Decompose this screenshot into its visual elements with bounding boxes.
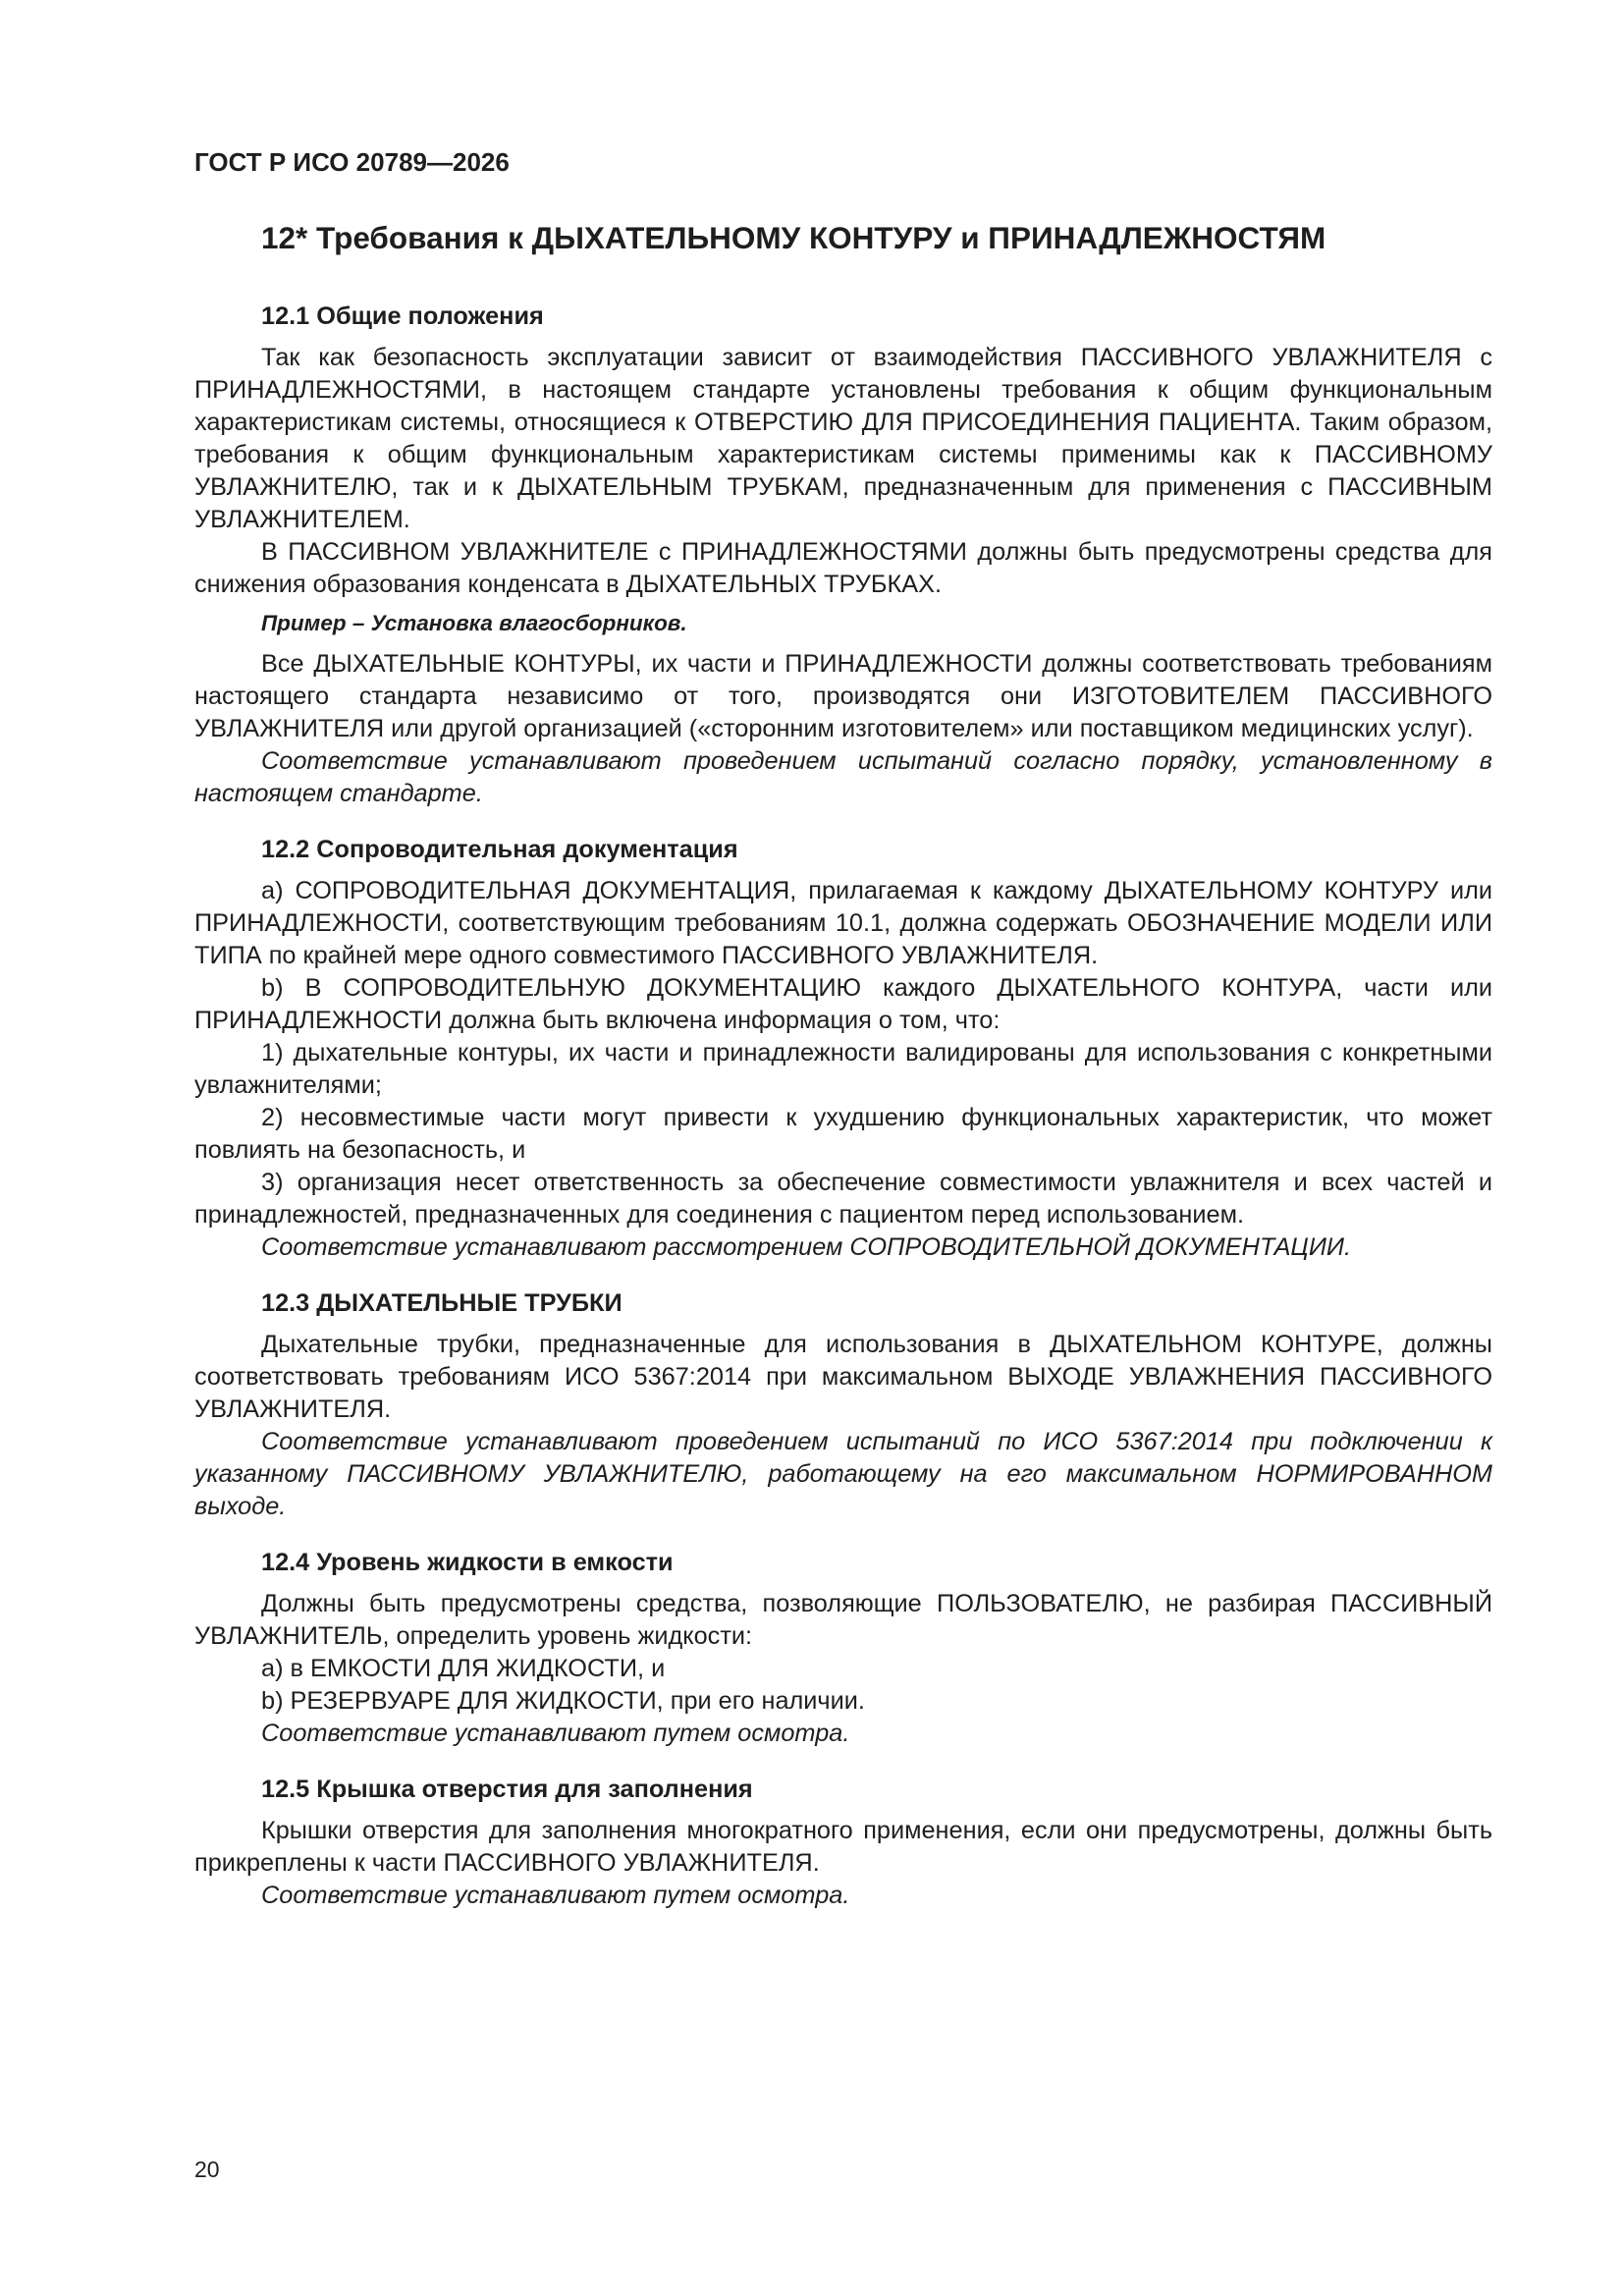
paragraph: Все ДЫХАТЕЛЬНЫЕ КОНТУРЫ, их части и ПРИНАДЛЕЖНОСТИ должны соответствовать требованиям настоящего стандарта независимо от того, производятся они ИЗГОТОВИТЕЛЕМ ПАССИВНОГО УВЛАЖНИТЕЛЯ или другой организацией («сторонним изготовителем» или поставщиком медицинских услуг). [194, 650, 1492, 742]
page-number: 20 [194, 2157, 220, 2182]
section-title: 12* Требования к ДЫХАТЕЛЬНОМУ КОНТУРУ и ПРИНАДЛЕЖНОСТЯМ [261, 220, 1326, 255]
paragraph: Так как безопасность эксплуатации зависит от взаимодействия ПАССИВНОГО УВЛАЖНИТЕЛЯ с ПРИНАДЛЕЖНОСТЯМИ, в настоящем стандарте установлены требования к общим функциональным характеристикам системы, относящиеся к ОТВЕРСТИЮ ДЛЯ ПРИСОЕДИНЕНИЯ ПАЦИЕНТА. Таким образом, требования к общим функциональным характеристикам системы применимы как к ПАССИВНОМУ УВЛАЖНИТЕЛЮ, так и к ДЫХАТЕЛЬНЫМ ТРУБКАМ, предназначенным для применения с ПАССИВНЫМ УВЛАЖНИТЕЛЕМ. [194, 344, 1492, 533]
subsection-heading-12-1: 12.1 Общие положения [261, 302, 544, 330]
compliance-statement: Соответствие устанавливают путем осмотра. [261, 1882, 850, 1909]
subsection-heading-12-4: 12.4 Уровень жидкости в емкости [261, 1549, 674, 1576]
list-item: a) СОПРОВОДИТЕЛЬНАЯ ДОКУМЕНТАЦИЯ, прилагаемая к каждому ДЫХАТЕЛЬНОМУ КОНТУРУ или ПРИНАДЛЕЖНОСТИ, соответствующим требованиям 10.1, должна содержать ОБОЗНАЧЕНИЕ МОДЕЛИ ИЛИ ТИПА по крайней мере одного совместимого ПАССИВНОГО УВЛАЖНИТЕЛЯ. [194, 877, 1492, 969]
paragraph: В ПАССИВНОМ УВЛАЖНИТЕЛЕ с ПРИНАДЛЕЖНОСТЯМИ должны быть предусмотрены средства для снижения образования конденсата в ДЫХАТЕЛЬНЫХ ТРУБКАХ. [194, 538, 1492, 598]
paragraph: Должны быть предусмотрены средства, позволяющие ПОЛЬЗОВАТЕЛЮ, не разбирая ПАССИВНЫЙ УВЛАЖНИТЕЛЬ, определить уровень жидкости: [194, 1590, 1492, 1650]
list-item: a) в ЕМКОСТИ ДЛЯ ЖИДКОСТИ, и [261, 1655, 666, 1682]
subsection-heading-12-3: 12.3 ДЫХАТЕЛЬНЫЕ ТРУБКИ [261, 1289, 622, 1317]
paragraph: Дыхательные трубки, предназначенные для использования в ДЫХАТЕЛЬНОМ КОНТУРЕ, должны соответствовать требованиям ИСО 5367:2014 при максимальном ВЫХОДЕ УВЛАЖНЕНИЯ ПАССИВНОГО УВЛАЖНИТЕЛЯ. [194, 1331, 1492, 1423]
list-item: b) В СОПРОВОДИТЕЛЬНУЮ ДОКУМЕНТАЦИЮ каждого ДЫХАТЕЛЬНОГО КОНТУРА, части или ПРИНАДЛЕЖНОСТИ должна быть включена информация о том, что: [194, 974, 1492, 1034]
example-note: Пример – Установка влагосборников. [261, 611, 687, 635]
paragraph: Крышки отверстия для заполнения многократного применения, если они предусмотрены, должны быть прикреплены к части ПАССИВНОГО УВЛАЖНИТЕЛЯ. [194, 1817, 1492, 1877]
list-item: 1) дыхательные контуры, их части и принадлежности валидированы для использования с конкретными увлажнителями; [194, 1039, 1492, 1099]
subsection-heading-12-2: 12.2 Сопроводительная документация [261, 836, 738, 863]
compliance-statement: Соответствие устанавливают проведением испытаний по ИСО 5367:2014 при подключении к указанному ПАССИВНОМУ УВЛАЖНИТЕЛЮ, работающему на его максимальном НОРМИРОВАННОМ выходе. [194, 1428, 1492, 1520]
compliance-statement: Соответствие устанавливают проведением испытаний согласно порядку, установленному в настоящем стандарте. [194, 747, 1492, 807]
list-item: 3) организация несет ответственность за обеспечение совместимости увлажнителя и всех частей и принадлежностей, предназначенных для соединения с пациентом перед использованием. [194, 1169, 1492, 1229]
page-content [194, 218, 1492, 1912]
list-item: 2) несовместимые части могут привести к ухудшению функциональных характеристик, что может повлиять на безопасность, и [194, 1104, 1492, 1164]
list-item: b) РЕЗЕРВУАРЕ ДЛЯ ЖИДКОСТИ, при его наличии. [261, 1687, 865, 1715]
subsection-heading-12-5: 12.5 Крышка отверстия для заполнения [261, 1776, 753, 1803]
compliance-statement: Соответствие устанавливают путем осмотра. [261, 1720, 850, 1747]
compliance-statement: Соответствие устанавливают рассмотрением СОПРОВОДИТЕЛЬНОЙ ДОКУМЕНТАЦИИ. [261, 1233, 1352, 1261]
document-header: ГОСТ Р ИСО 20789—2026 [194, 147, 510, 177]
